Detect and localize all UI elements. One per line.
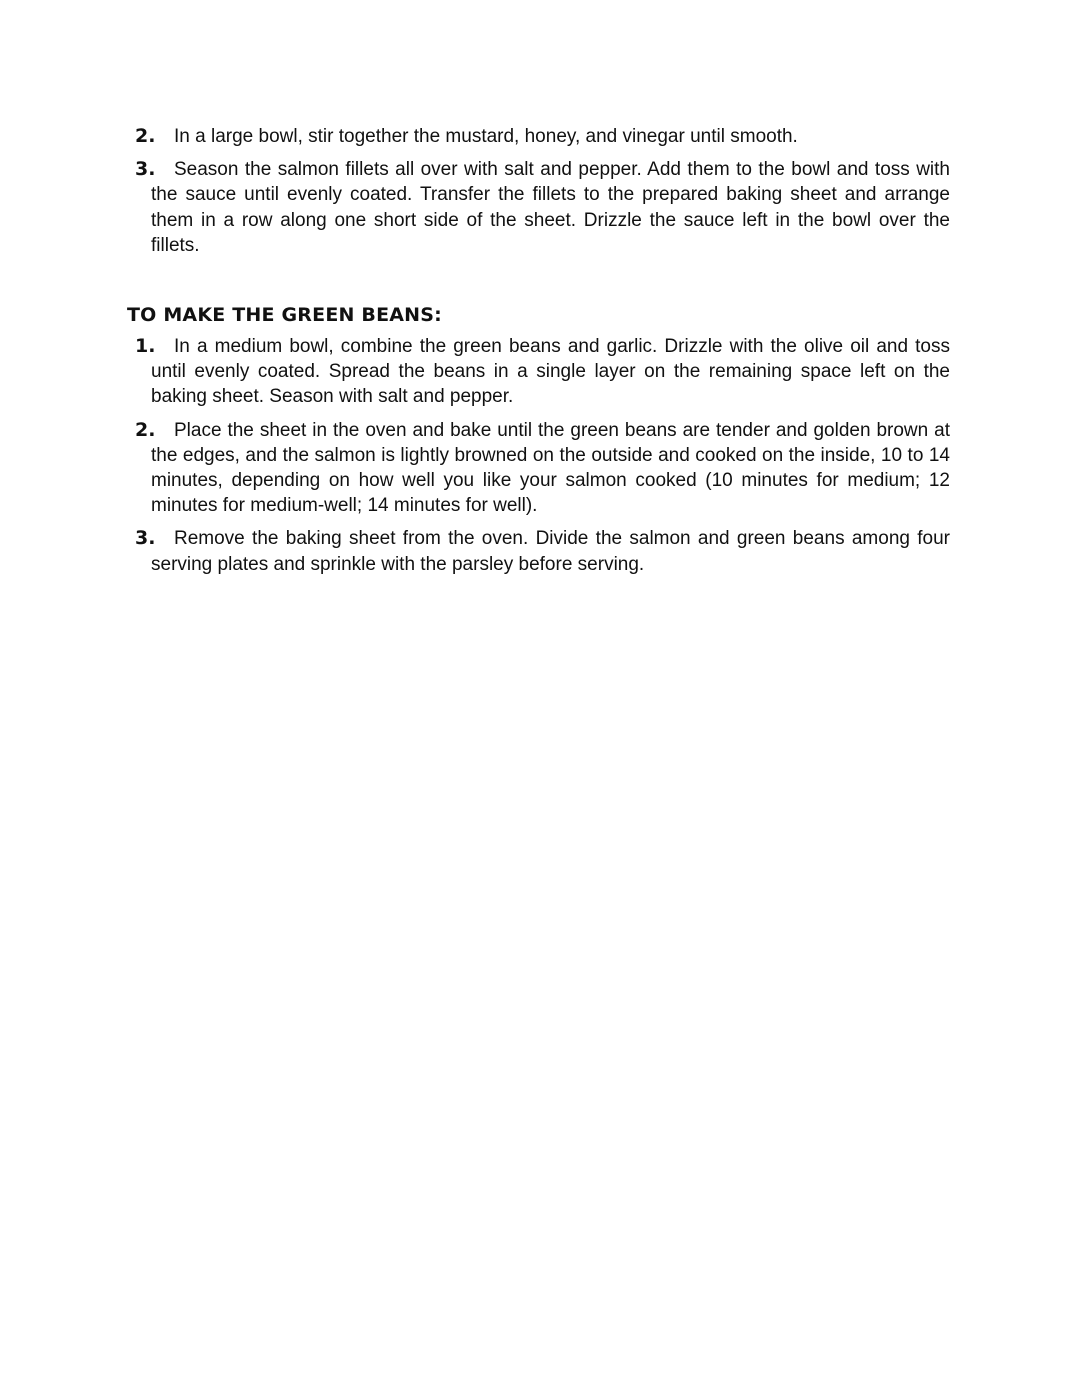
green-beans-steps-list xyxy=(0,334,1077,585)
salmon-steps-list xyxy=(0,124,1077,266)
step-text: Place the sheet in the oven and bake until the green beans are tender and golden brown at the edges, and the salmon is lightly browned on the outside and cooked on the inside, 10 to 14 minutes, depending on how well you like your salmon cooked (10 minutes for medium; 12 minutes for medium-well; 14 minutes for well). xyxy=(151,419,950,517)
step-number: 1. xyxy=(135,335,156,357)
step-number: 3. xyxy=(135,158,156,181)
step-text: In a large bowl, stir together the mustard, honey, and vinegar until smooth. xyxy=(174,126,798,147)
step-number: 2. xyxy=(135,418,156,441)
green-beans-step-2 xyxy=(135,418,950,519)
green-beans-step-3 xyxy=(135,526,950,576)
green-beans-heading: TO MAKE THE GREEN BEANS: xyxy=(127,304,442,326)
step-text: Remove the baking sheet from the oven. Divide the salmon and green beans among four serving plates and sprinkle with the parsley before serving. xyxy=(151,528,950,575)
salmon-step-2 xyxy=(135,124,950,149)
step-number: 3. xyxy=(135,527,156,550)
step-text: In a medium bowl, combine the green beans and garlic. Drizzle with the olive oil and toss until evenly coated. Spread the beans in a single layer on the remaining space left on the baking sheet. Season with salt and pepper. xyxy=(151,336,950,408)
salmon-step-3 xyxy=(135,157,950,258)
green-beans-step-1 xyxy=(135,334,950,410)
step-text: Season the salmon fillets all over with salt and pepper. Add them to the bowl and toss with the sauce until evenly coated. Transfer the fillets to the prepared baking sheet and arrange them in a row along one short side of the sheet. Drizzle the sauce left in the bowl over the fillets. xyxy=(151,159,950,256)
step-number: 2. xyxy=(135,125,156,147)
